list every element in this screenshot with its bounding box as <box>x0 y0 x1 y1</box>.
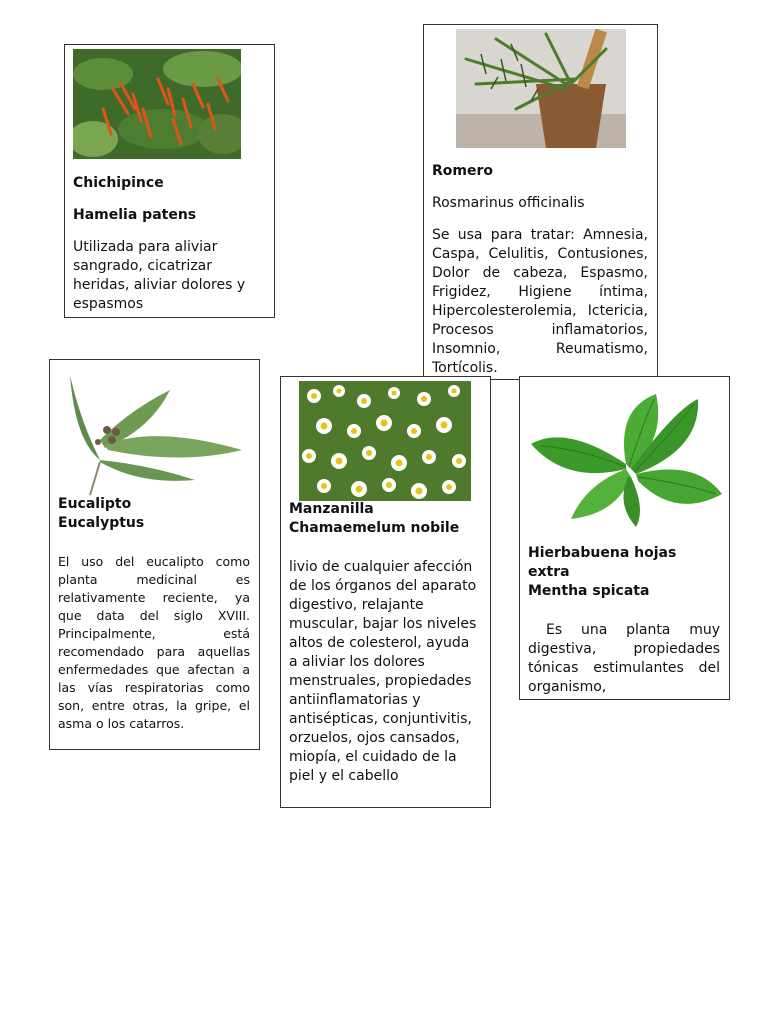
mint-leaves-photo-icon <box>526 389 724 529</box>
scientific-name: Eucalyptus <box>58 515 145 531</box>
plant-name: Eucalipto <box>58 496 132 512</box>
eucalyptus-leaves-photo-icon <box>60 370 246 496</box>
plant-description: livio de cualquier afección de los órganos del aparato digestivo, relajante muscular, bajar los niveles altos de colesterol, ayuda a aliviar los dolores menstruales, propiedades antiinflamatorias y antisépticas, conjuntivitis, orzuelos, ojos cansados, miopía, el cuidado de la piel y el cabello <box>289 559 477 784</box>
scientific-name: Hamelia patens <box>73 207 197 223</box>
scientific-name: Mentha spicata <box>528 583 650 599</box>
plant-name: Chichipince <box>73 175 164 191</box>
plant-name: Romero <box>432 163 494 179</box>
plant-description: Se usa para tratar: Amnesia, Caspa, Celulitis, Contusiones, Dolor de cabeza, Espasmo, Frigidez, Higiene íntima, Hipercolesterolemia, Ictericia, Procesos inflamatorios, Insomnio, Reumatismo, Tortícolis. <box>432 227 648 376</box>
scientific-name: Rosmarinus officinalis <box>432 195 585 211</box>
card-eucalipto <box>49 359 260 750</box>
plant-description: Utilizada para aliviar sangrado, cicatrizar heridas, aliviar dolores y espasmos <box>73 239 246 312</box>
card-romero <box>423 24 658 380</box>
scientific-name: Chamaemelum nobile <box>289 520 460 536</box>
hamelia-flower-photo-icon <box>73 49 241 159</box>
card-manzanilla <box>280 376 491 808</box>
plant-description: Es una planta muy digestiva, propiedades tónicas estimulantes del organismo, <box>528 622 720 695</box>
plant-name: Hierbabuena hojas extra <box>528 545 677 580</box>
rosemary-pot-photo-icon <box>456 29 626 148</box>
chamomile-field-photo-icon <box>299 381 471 501</box>
card-hierbabuena <box>519 376 730 700</box>
plant-description: El uso del eucalipto como planta medicinal es relativamente reciente, ya que data del siglo XVIII. Principalmente, está recomendado para aquellas enfermedades que afectan a las vías respiratorias como son, entre otras, la gripe, el asma o los catarros. <box>58 554 250 731</box>
card-chichipince <box>64 44 275 318</box>
plant-name: Manzanilla <box>289 501 374 517</box>
